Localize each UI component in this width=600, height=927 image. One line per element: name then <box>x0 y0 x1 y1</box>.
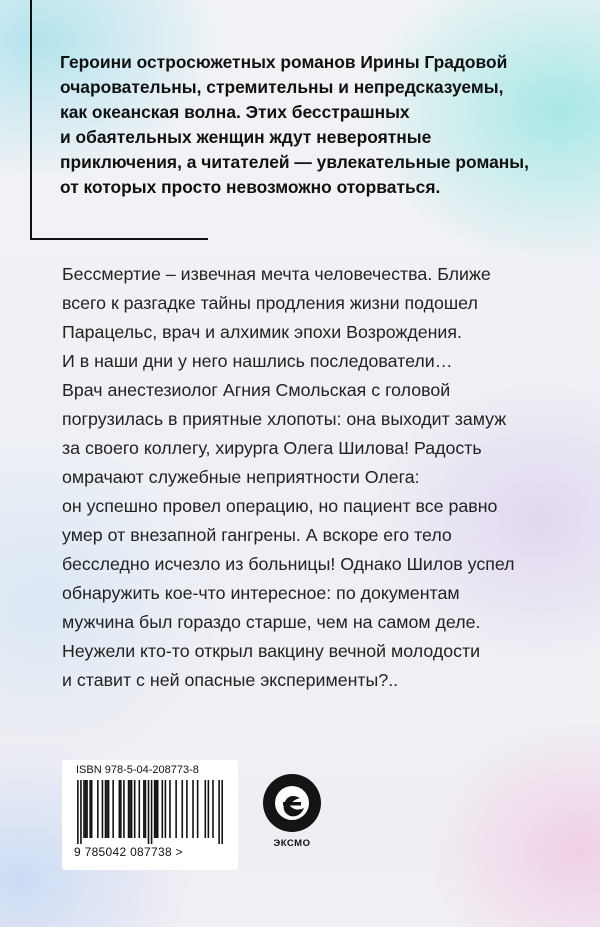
lead-line: приключения, а читателей — увлекательные романы, <box>60 152 529 172</box>
barcode-bar <box>212 780 214 838</box>
barcode-digits: 9 785042 087738 > <box>74 845 183 859</box>
barcode-bar <box>181 780 183 838</box>
barcode-bar <box>143 780 145 838</box>
barcode-bar <box>123 780 125 838</box>
barcode-bar <box>138 780 140 838</box>
lead-line: очаровательны, стремительны и непредсказуемы, <box>60 77 504 97</box>
barcode-bar <box>112 780 114 838</box>
barcode-bar <box>175 780 177 838</box>
barcode-icon <box>74 780 226 844</box>
barcode-bar <box>86 780 88 838</box>
publisher-logo <box>262 770 322 858</box>
eksmo-logo-icon <box>262 770 322 836</box>
synopsis-line: И в наши дни у него нашлись последователи… <box>62 351 453 371</box>
barcode-bar <box>83 780 85 838</box>
barcode-bar <box>120 780 122 838</box>
synopsis-line: бесследно исчезло из больницы! Однако Шилов успел <box>62 554 515 574</box>
barcode-bar <box>134 780 136 838</box>
synopsis-line: омрачают служебные неприятности Олега: <box>62 467 420 487</box>
barcode-bar <box>145 780 147 838</box>
barcode-bar <box>154 780 156 838</box>
lead-line: как океанская волна. Этих бесстрашных <box>60 102 410 122</box>
barcode-bar <box>162 780 164 838</box>
barcode-bar <box>89 780 91 838</box>
frame-vertical-line <box>30 0 32 240</box>
barcode-panel <box>62 760 238 870</box>
barcode-bar <box>151 780 153 844</box>
barcode-bar <box>165 780 167 838</box>
synopsis-line: умер от внезапной гангрены. А вскоре его тело <box>62 525 452 545</box>
synopsis-line: обнаружить кое-что интересное: по документам <box>62 583 460 603</box>
synopsis-line: Врач анестезиолог Агния Смольская с головой <box>62 380 451 400</box>
synopsis-line: и ставит с ней опасные эксперименты?.. <box>62 670 399 690</box>
lead-annotation <box>60 50 590 200</box>
publisher-name: ЭКСМО <box>273 838 311 849</box>
barcode-bar <box>77 780 79 844</box>
barcode-bar <box>91 780 93 838</box>
synopsis-line: он успешно провел операцию, но пациент все равно <box>62 496 498 516</box>
barcode-bar <box>218 780 220 844</box>
barcode-bar <box>105 780 107 838</box>
barcode-bar <box>155 780 157 838</box>
barcode-bar <box>97 780 99 838</box>
frame-horizontal-line <box>30 238 208 240</box>
barcode-bar <box>221 780 223 844</box>
barcode-bar <box>169 780 171 838</box>
barcode-bar <box>205 780 207 838</box>
barcode-bar <box>129 780 131 838</box>
barcode-bar <box>119 780 121 838</box>
barcode-bar <box>148 780 150 844</box>
barcode-bar <box>85 780 87 838</box>
synopsis-line: Бессмертие – извечная мечта человечества. Ближе <box>62 264 491 284</box>
synopsis <box>62 260 592 695</box>
barcode-bar <box>80 780 82 844</box>
barcode-bar <box>186 780 188 838</box>
barcode-bar <box>157 780 159 838</box>
synopsis-line: за своего коллегу, хирурга Олега Шилова! Радость <box>62 438 482 458</box>
synopsis-line: Неужели кто-то открыл вакцину вечной молодости <box>62 641 481 661</box>
barcode-bar <box>108 780 110 838</box>
lead-line: Героини остросюжетных романов Ирины Градовой <box>60 52 508 72</box>
barcode-bar <box>102 780 104 838</box>
lead-line: и обаятельных женщин ждут невероятные <box>60 127 432 147</box>
lead-line: от которых просто невозможно оторваться. <box>60 177 441 197</box>
barcode-bar <box>192 780 194 838</box>
synopsis-line: Парацельс, врач и алхимик эпохи Возрождения. <box>62 322 462 342</box>
barcode-bar <box>131 780 133 838</box>
synopsis-line: всего к разгадке тайны продления жизни подошел <box>62 293 478 313</box>
synopsis-line: мужчина был гораздо старше, чем на самом деле. <box>62 612 481 632</box>
synopsis-line: погрузилась в приятные хлопоты: она выходит замуж <box>62 409 507 429</box>
barcode-bar <box>128 780 130 838</box>
barcode-bar <box>106 780 108 838</box>
isbn-label: ISBN 978-5-04-208773-8 <box>76 764 199 776</box>
barcode-bar <box>208 780 210 838</box>
barcode-bar <box>197 780 199 838</box>
